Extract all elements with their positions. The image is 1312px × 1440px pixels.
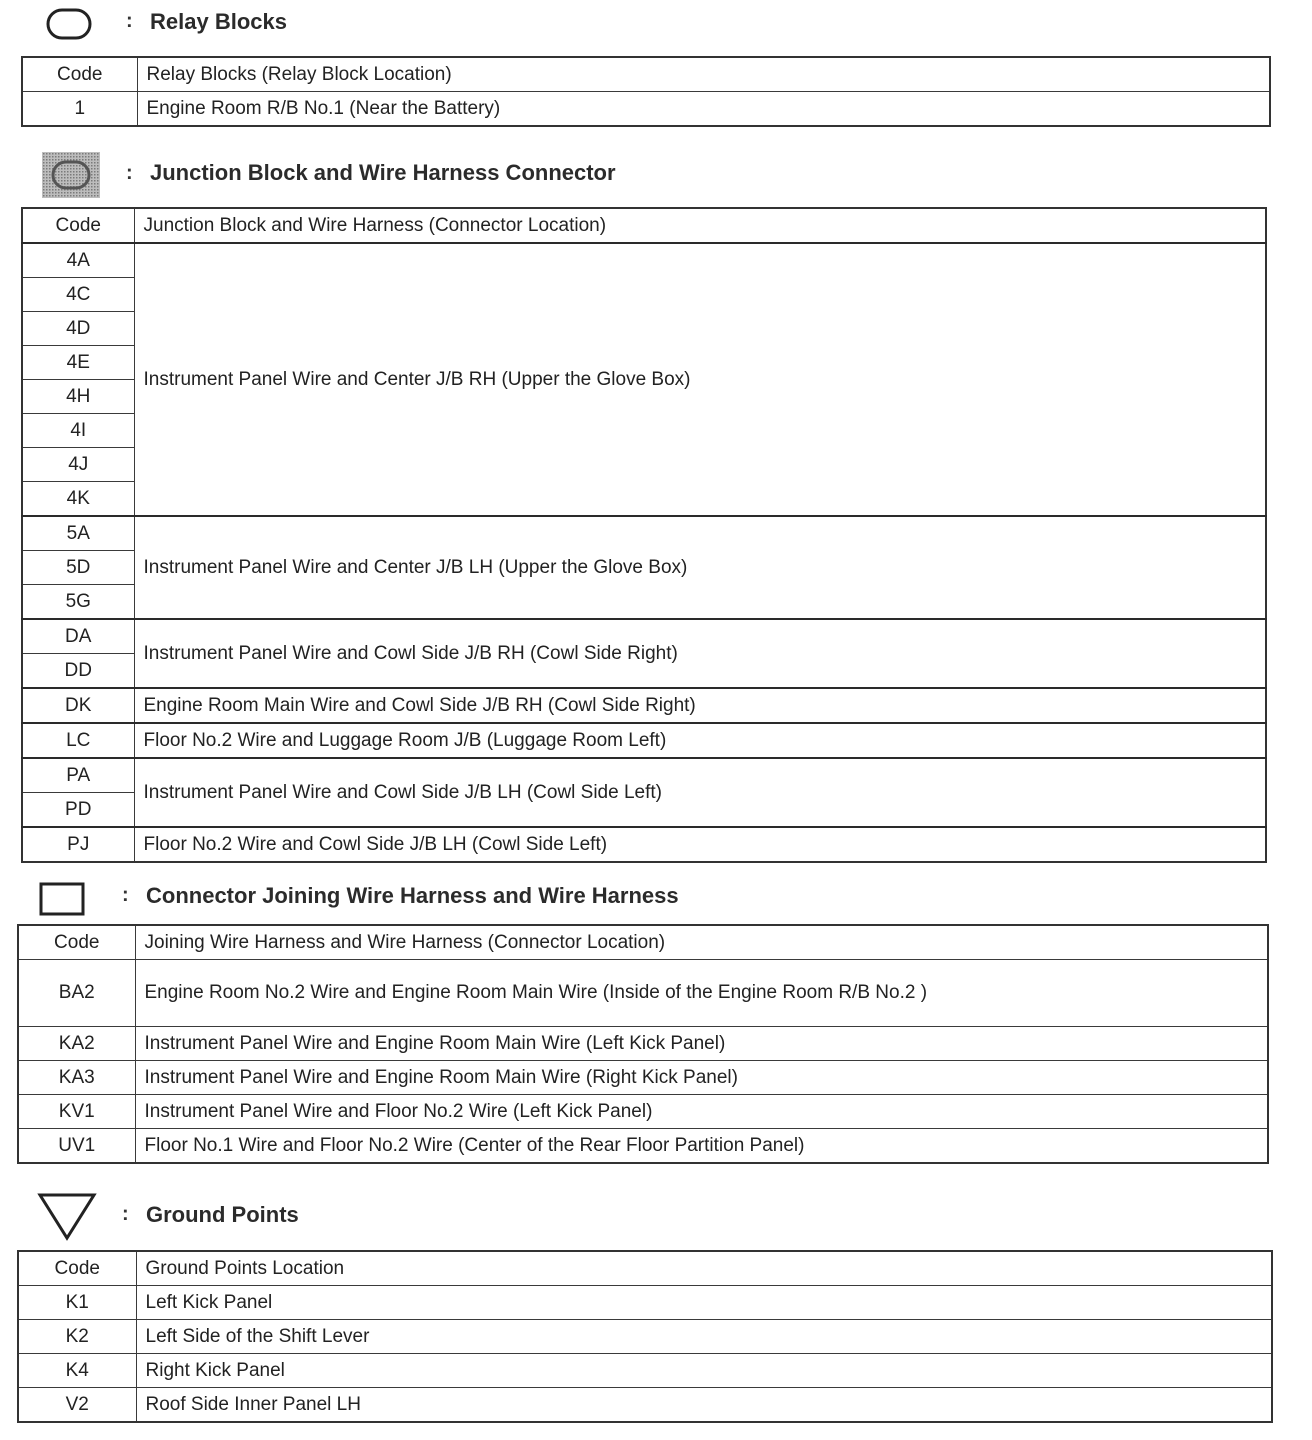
- table-row: [22, 92, 1270, 127]
- code-cell: 4D: [22, 312, 134, 346]
- code-cell: 4H: [22, 380, 134, 414]
- ground-points-title: Ground Points: [146, 1202, 299, 1227]
- table-header-row: [18, 925, 1268, 960]
- table-row: [22, 688, 1266, 723]
- location-cell: Instrument Panel Wire and Center J/B RH (Upper the Glove Box): [134, 243, 1266, 516]
- table-row: [18, 1129, 1268, 1164]
- location-cell: Instrument Panel Wire and Floor No.2 Wire (Left Kick Panel): [135, 1095, 1268, 1129]
- table-row: [18, 1095, 1268, 1129]
- table-row: [18, 960, 1268, 1027]
- location-cell: Instrument Panel Wire and Cowl Side J/B LH (Cowl Side Left): [134, 758, 1266, 827]
- code-cell: 5D: [22, 551, 134, 585]
- table-row: [22, 243, 1266, 278]
- table-row: [22, 758, 1266, 793]
- relay-blocks-heading: [40, 4, 640, 44]
- location-cell: Instrument Panel Wire and Center J/B LH (Upper the Glove Box): [134, 516, 1266, 619]
- relay-blocks-title: Relay Blocks: [150, 9, 287, 34]
- table-row: [22, 619, 1266, 654]
- code-cell: BA2: [18, 960, 135, 1027]
- ground-points-heading: [36, 1190, 636, 1242]
- rounded-oval-outline-icon: [40, 4, 100, 44]
- code-cell: 4E: [22, 346, 134, 380]
- relay-blocks-table: [21, 56, 1271, 127]
- location-cell: Engine Room No.2 Wire and Engine Room Main Wire (Inside of the Engine Room R/B No.2 ): [135, 960, 1268, 1027]
- location-header: Joining Wire Harness and Wire Harness (Connector Location): [135, 925, 1268, 960]
- code-cell: LC: [22, 723, 134, 758]
- code-cell: 4I: [22, 414, 134, 448]
- connector-table: [17, 924, 1269, 1164]
- rectangle-outline-icon: [36, 878, 96, 918]
- code-cell: 4C: [22, 278, 134, 312]
- location-cell: Left Kick Panel: [136, 1286, 1272, 1320]
- junction-colon: :: [126, 162, 133, 184]
- table-row: [18, 1061, 1268, 1095]
- location-cell: Floor No.2 Wire and Luggage Room J/B (Luggage Room Left): [134, 723, 1266, 758]
- table-row: [22, 723, 1266, 758]
- location-cell: Instrument Panel Wire and Cowl Side J/B RH (Cowl Side Right): [134, 619, 1266, 688]
- table-header-row: [22, 208, 1266, 243]
- location-cell: Engine Room Main Wire and Cowl Side J/B RH (Cowl Side Right): [134, 688, 1266, 723]
- location-cell: Floor No.1 Wire and Floor No.2 Wire (Center of the Rear Floor Partition Panel): [135, 1129, 1268, 1164]
- junction-block-table: [21, 207, 1267, 863]
- location-header: Relay Blocks (Relay Block Location): [137, 57, 1270, 92]
- location-cell: Instrument Panel Wire and Engine Room Main Wire (Right Kick Panel): [135, 1061, 1268, 1095]
- code-cell: KV1: [18, 1095, 135, 1129]
- location-header: Junction Block and Wire Harness (Connector Location): [134, 208, 1266, 243]
- table-row: [18, 1286, 1272, 1320]
- code-header: Code: [18, 925, 135, 960]
- shaded-rounded-oval-icon: [40, 150, 104, 200]
- location-cell: Floor No.2 Wire and Cowl Side J/B LH (Cowl Side Left): [134, 827, 1266, 862]
- location-cell: Engine Room R/B No.1 (Near the Battery): [137, 92, 1270, 127]
- code-cell: UV1: [18, 1129, 135, 1164]
- connector-colon: :: [122, 884, 129, 906]
- code-cell: DK: [22, 688, 134, 723]
- ground-points-table: [17, 1250, 1273, 1423]
- code-cell: 4J: [22, 448, 134, 482]
- code-cell: K2: [18, 1320, 136, 1354]
- table-row: [18, 1027, 1268, 1061]
- down-triangle-outline-icon: [36, 1190, 100, 1242]
- code-cell: K1: [18, 1286, 136, 1320]
- code-cell: 4K: [22, 482, 134, 517]
- code-cell: PJ: [22, 827, 134, 862]
- location-cell: Instrument Panel Wire and Engine Room Main Wire (Left Kick Panel): [135, 1027, 1268, 1061]
- table-row: [18, 1388, 1272, 1423]
- table-header-row: [22, 57, 1270, 92]
- code-cell: PA: [22, 758, 134, 793]
- code-header: Code: [22, 57, 137, 92]
- table-row: [22, 827, 1266, 862]
- junction-block-heading: [40, 150, 840, 200]
- location-header: Ground Points Location: [136, 1251, 1272, 1286]
- junction-block-title: Junction Block and Wire Harness Connector: [150, 160, 616, 185]
- code-cell: DA: [22, 619, 134, 654]
- code-cell: KA3: [18, 1061, 135, 1095]
- location-cell: Roof Side Inner Panel LH: [136, 1388, 1272, 1423]
- table-row: [18, 1320, 1272, 1354]
- location-cell: Right Kick Panel: [136, 1354, 1272, 1388]
- code-cell: KA2: [18, 1027, 135, 1061]
- table-header-row: [18, 1251, 1272, 1286]
- code-cell: 4A: [22, 243, 134, 278]
- code-cell: 5G: [22, 585, 134, 620]
- table-row: [18, 1354, 1272, 1388]
- code-cell: PD: [22, 793, 134, 828]
- ground-colon: :: [122, 1203, 129, 1225]
- code-header: Code: [18, 1251, 136, 1286]
- connector-title: Connector Joining Wire Harness and Wire Harness: [146, 883, 679, 908]
- table-row: [22, 516, 1266, 551]
- code-cell: V2: [18, 1388, 136, 1423]
- code-cell: 1: [22, 92, 137, 127]
- relay-colon: :: [126, 10, 133, 32]
- location-cell: Left Side of the Shift Lever: [136, 1320, 1272, 1354]
- code-cell: 5A: [22, 516, 134, 551]
- code-cell: K4: [18, 1354, 136, 1388]
- connector-heading: [36, 878, 836, 918]
- code-header: Code: [22, 208, 134, 243]
- code-cell: DD: [22, 654, 134, 689]
